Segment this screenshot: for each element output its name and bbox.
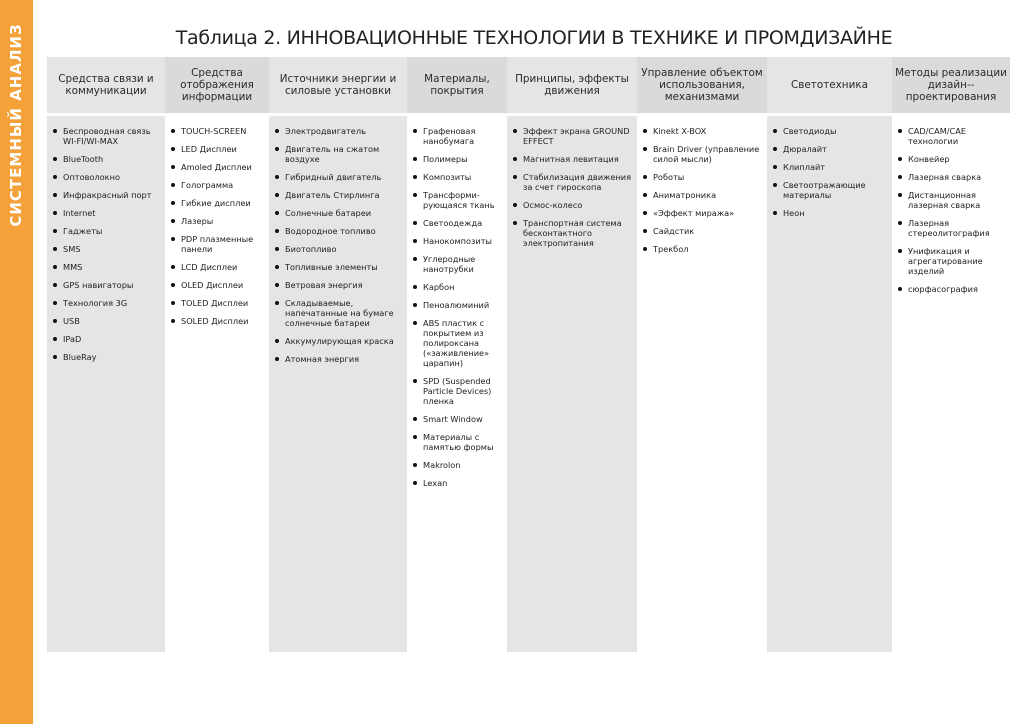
list-item: Голограмма xyxy=(181,180,266,190)
list-item: Amoled Дисплеи xyxy=(181,162,266,172)
list-item: Нанокомпозиты xyxy=(423,236,504,246)
column-header: Источники энергии и силовые установки xyxy=(269,57,407,113)
list-item: Графеновая нанобумага xyxy=(423,126,504,146)
innovation-table xyxy=(47,57,1010,652)
list-item: SOLED Дисплеи xyxy=(181,316,266,326)
list-item: Оптоволокно xyxy=(63,172,162,182)
list-item: Ветровая энергия xyxy=(285,280,404,290)
list-item: Lexan xyxy=(423,478,504,488)
list-item: Пеноалюминий xyxy=(423,300,504,310)
list-item: OLED Дисплеи xyxy=(181,280,266,290)
list-item: Транспортная система бесконтактного электропитания xyxy=(523,218,634,248)
column-header: Средства отображения информации xyxy=(165,57,269,113)
column-header: Принципы, эффекты движения xyxy=(507,57,637,113)
list-item: Makrolon xyxy=(423,460,504,470)
side-banner-label: СИСТЕМНЫЙ АНАЛИЗ xyxy=(7,23,25,227)
list-item: Сайдстик xyxy=(653,226,764,236)
column-header: Материалы, покрытия xyxy=(407,57,507,113)
table-column xyxy=(407,57,507,652)
list-item: сюрфасография xyxy=(908,284,1007,294)
list-item: Лазерная стереолитография xyxy=(908,218,1007,238)
table-column xyxy=(165,57,269,652)
list-item: Карбон xyxy=(423,282,504,292)
column-body xyxy=(407,116,507,652)
column-header: Средства связи и коммуникации xyxy=(47,57,165,113)
table-column xyxy=(47,57,165,652)
list-item: Дистанционная лазерная сварка xyxy=(908,190,1007,210)
page-title: Таблица 2. ИННОВАЦИОННЫЕ ТЕХНОЛОГИИ В ТЕХНИКЕ И ПРОМДИЗАЙНЕ xyxy=(175,27,893,49)
list-item: Гибкие дисплеи xyxy=(181,198,266,208)
bullet-list xyxy=(165,116,269,326)
list-item: Солнечные батареи xyxy=(285,208,404,218)
list-item: Топливные элементы xyxy=(285,262,404,272)
list-item: PDP плазменные панели xyxy=(181,234,266,254)
list-item: TOUCH-SCREEN xyxy=(181,126,266,136)
list-item: Атомная энергия xyxy=(285,354,404,364)
list-item: Дюралайт xyxy=(783,144,889,154)
list-item: Трансформи-рующаяся ткань xyxy=(423,190,504,210)
list-item: Складываемые, напечатанные на бумаге солнечные батареи xyxy=(285,298,404,328)
list-item: Электродвигатель xyxy=(285,126,404,136)
column-body xyxy=(767,116,892,652)
list-item: Полимеры xyxy=(423,154,504,164)
bullet-list xyxy=(47,116,165,362)
list-item: Двигатель Стирлинга xyxy=(285,190,404,200)
column-header: Методы реализации дизайн--проектирования xyxy=(892,57,1010,113)
list-item: Smart Window xyxy=(423,414,504,424)
table-column xyxy=(507,57,637,652)
list-item: Беспроводная связь WI-FI/WI-MAX xyxy=(63,126,162,146)
column-body xyxy=(892,116,1010,652)
list-item: Технология 3G xyxy=(63,298,162,308)
list-item: LCD Дисплеи xyxy=(181,262,266,272)
list-item: Композиты xyxy=(423,172,504,182)
list-item: Конвейер xyxy=(908,154,1007,164)
list-item: MMS xyxy=(63,262,162,272)
list-item: SPD (Suspended Particle Devices) пленка xyxy=(423,376,504,406)
list-item: CAD/CAM/CAE технологии xyxy=(908,126,1007,146)
list-item: Материалы с памятью формы xyxy=(423,432,504,452)
list-item: Неон xyxy=(783,208,889,218)
table-column xyxy=(892,57,1010,652)
list-item: Светодиоды xyxy=(783,126,889,136)
list-item: SMS xyxy=(63,244,162,254)
list-item: Лазеры xyxy=(181,216,266,226)
bullet-list xyxy=(269,116,407,364)
bullet-list xyxy=(767,116,892,218)
list-item: BlueRay xyxy=(63,352,162,362)
list-item: IPaD xyxy=(63,334,162,344)
list-item: Роботы xyxy=(653,172,764,182)
list-item: Стабилизация движения за счет гироскопа xyxy=(523,172,634,192)
list-item: BlueTooth xyxy=(63,154,162,164)
side-banner xyxy=(0,0,33,724)
list-item: «Эффект миража» xyxy=(653,208,764,218)
column-body xyxy=(269,116,407,652)
column-header: Управление объектом использования, механизмами xyxy=(637,57,767,113)
table-column xyxy=(767,57,892,652)
table-column xyxy=(269,57,407,652)
list-item: Аниматроника xyxy=(653,190,764,200)
list-item: Водородное топливо xyxy=(285,226,404,236)
list-item: Унификация и агрегатирование изделий xyxy=(908,246,1007,276)
list-item: Эффект экрана GROUND EFFECT xyxy=(523,126,634,146)
list-item: Аккумулирующая краска xyxy=(285,336,404,346)
table-column xyxy=(637,57,767,652)
list-item: Internet xyxy=(63,208,162,218)
column-header: Светотехника xyxy=(767,57,892,113)
list-item: Светоотражающие материалы xyxy=(783,180,889,200)
list-item: TOLED Дисплеи xyxy=(181,298,266,308)
column-body xyxy=(507,116,637,652)
list-item: LED Дисплеи xyxy=(181,144,266,154)
list-item: Kinekt X-BOX xyxy=(653,126,764,136)
list-item: Биотопливо xyxy=(285,244,404,254)
list-item: Магнитная левитация xyxy=(523,154,634,164)
list-item: Осмос-колесо xyxy=(523,200,634,210)
list-item: Светоодежда xyxy=(423,218,504,228)
list-item: Двигатель на сжатом воздухе xyxy=(285,144,404,164)
list-item: GPS навигаторы xyxy=(63,280,162,290)
list-item: Углеродные нанотрубки xyxy=(423,254,504,274)
list-item: USB xyxy=(63,316,162,326)
list-item: Brain Driver (управление силой мысли) xyxy=(653,144,764,164)
bullet-list xyxy=(637,116,767,254)
list-item: Гибридный двигатель xyxy=(285,172,404,182)
column-body xyxy=(637,116,767,652)
list-item: Клиплайт xyxy=(783,162,889,172)
list-item: Трекбол xyxy=(653,244,764,254)
bullet-list xyxy=(407,116,507,488)
column-body xyxy=(47,116,165,652)
list-item: ABS пластик с покрытием из полироксана («заживление» царапин) xyxy=(423,318,504,368)
list-item: Лазерная сварка xyxy=(908,172,1007,182)
list-item: Инфракрасный порт xyxy=(63,190,162,200)
bullet-list xyxy=(507,116,637,248)
bullet-list xyxy=(892,116,1010,294)
list-item: Гаджеты xyxy=(63,226,162,236)
column-body xyxy=(165,116,269,652)
